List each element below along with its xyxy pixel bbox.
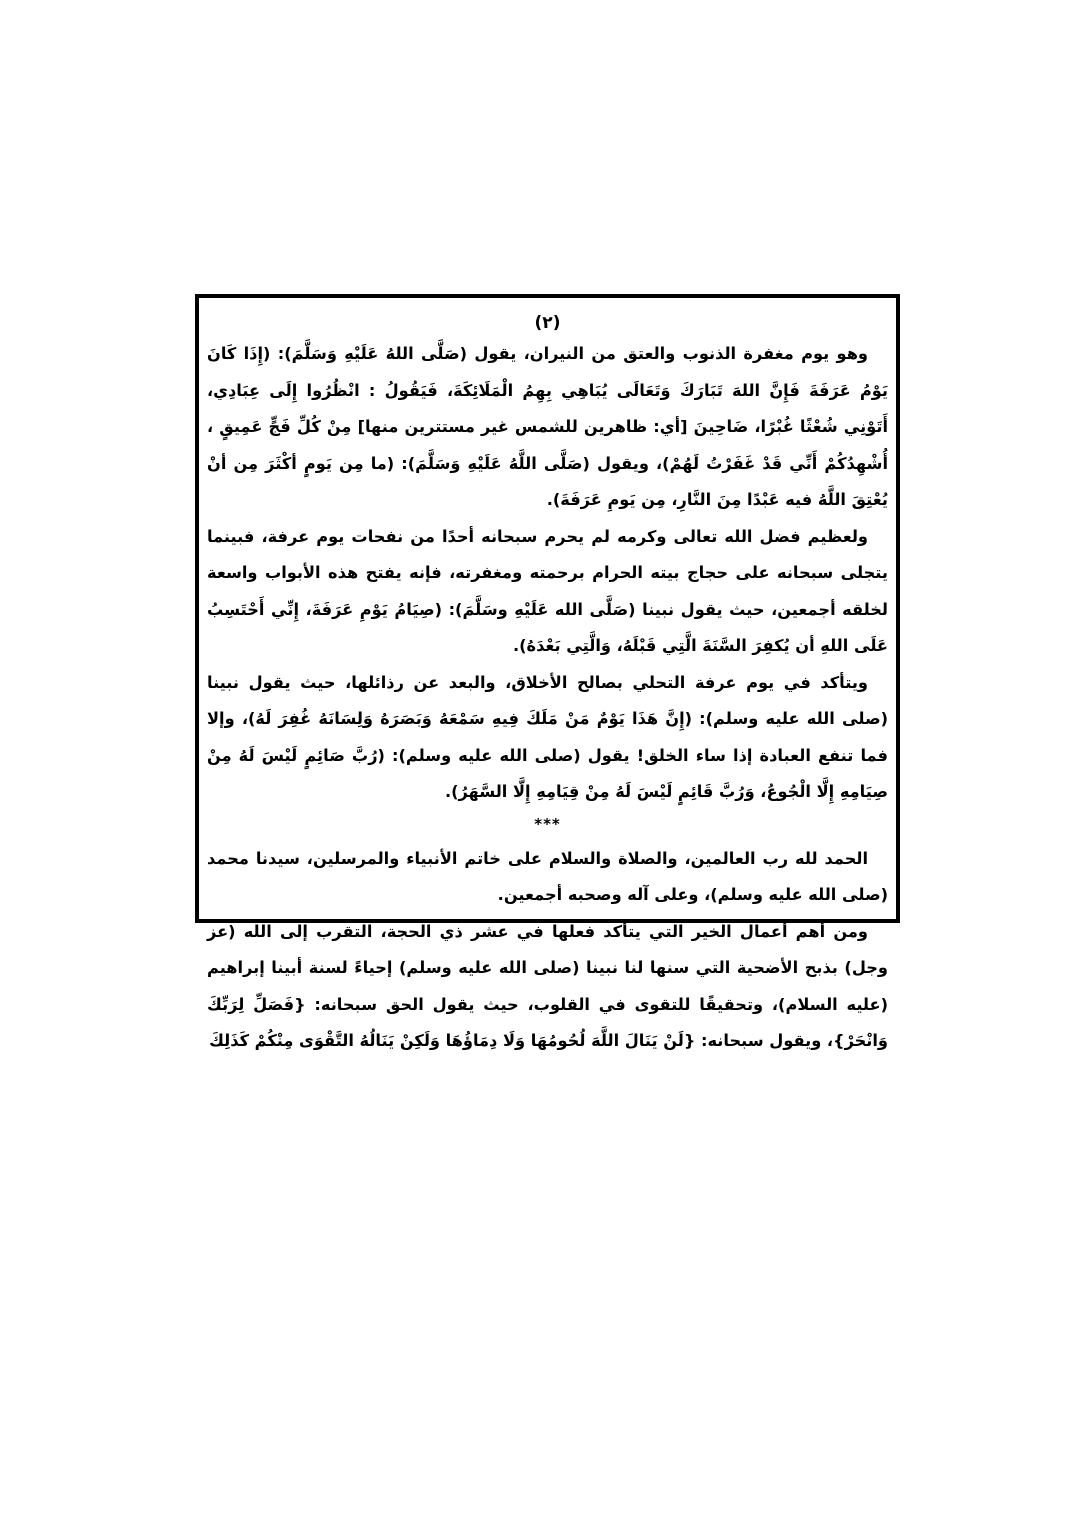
page-number: (٢) — [534, 313, 561, 333]
paragraph-arafah-forgiveness: وهو يوم مغفرة الذنوب والعتق من النيران، يقول (صَلَّى اللهُ عَلَيْهِ وَسَلَّمَ): (إِذَا كَانَ يَوْمُ عَرَفَةَ فَإِنَّ اللهَ تَبَارَكَ وَتَعَالَى يُبَاهِي بِهِمُ الْمَلَائِكَةَ، فَيَقُولُ : انْظُرُوا إِلَى عِبَادِي، أَتَوْنِي شُعْثًا غُبْرًا، ضَاحِينَ [أي: ظاهرين للشمس غير مستترين منها] مِنْ كُلِّ فَجٍّ عَمِيقٍ ، أُشْهِدُكُمْ أَنِّي قَدْ غَفَرْتُ لَهُمْ)، ويقول (صَلَّى اللَّهُ عَلَيْهِ وَسَلَّمَ): (ما مِن يَومٍ أكْثَرَ مِن أنْ يُعْتِقَ اللَّهُ فيه عَبْدًا مِنَ النَّارِ، مِن يَومِ عَرَفَةَ). — [207, 344, 888, 509]
paragraph-arafah-manners: ويتأكد في يوم عرفة التحلي بصالح الأخلاق، والبعد عن رذائلها، حيث يقول نبينا (صلى الله عليه وسلم): (إِنَّ هَذَا يَوْمٌ مَنْ مَلَكَ فِيهِ سَمْعَهُ وَبَصَرَهُ وَلِسَانَهُ غُفِرَ لَهُ)، وإلا فما تنفع العبادة إذا ساء الخلق! يقول (صلى الله عليه وسلم): (رُبَّ صَائِمٍ لَيْسَ لَهُ مِنْ صِيَامِهِ إِلَّا الْجُوعُ، وَرُبَّ قَائِمٍ لَيْسَ لَهُ مِنْ قِيَامِهِ إِلَّا السَّهَرُ). — [207, 672, 888, 801]
paragraph-arafah-fasting: ولعظيم فضل الله تعالى وكرمه لم يحرم سبحانه أحدًا من نفحات يوم عرفة، فبينما يتجلى سبحانه على حجاج بيته الحرام برحمته ومغفرته، فإنه يفتح هذه الأبواب واسعة لخلقه أجمعين، حيث يقول نبينا (صَلَّى الله عَلَيْهِ وسَلَّمَ): (صِيَامُ يَوْمِ عَرَفَةَ، إِنِّي أَحْتَسِبُ عَلَى اللهِ أن يُكفِرَ السَّنَةَ الَّتِي قَبْلَهُ، وَالَّتِي بَعْدَهُ). — [207, 526, 888, 655]
paragraph-praise: الحمد لله رب العالمين، والصلاة والسلام على خاتم الأنبياء والمرسلين، سيدنا محمد (صلى الله عليه وسلم)، وعلى آله وصحبه أجمعين. — [207, 848, 888, 904]
page-frame — [195, 294, 900, 1050]
paragraph-udhiyah: ومن أهم أعمال الخير التي يتأكد فعلها في عشر ذي الحجة، التقرب إلى الله (عز وجل) بذبح الأضحية التي سنها لنا نبينا (صلى الله عليه وسلم) إحياءً لسنة أبينا إبراهيم (عليه السلام)، وتحقيقًا للتقوى في القلوب، حيث يقول الحق سبحانه: {فَصَلِّ لِرَبِّكَ وَانْحَرْ}، ويقول سبحانه: {لَنْ يَنَالَ اللَّهَ لُحُومُهَا وَلَا دِمَاؤُهَا وَلَكِنْ يَنَالُهُ التَّقْوَى مِنْكُمْ كَذَلِكَ — [207, 921, 888, 1050]
page-content — [207, 312, 888, 1060]
section-separator: *** — [534, 814, 561, 833]
